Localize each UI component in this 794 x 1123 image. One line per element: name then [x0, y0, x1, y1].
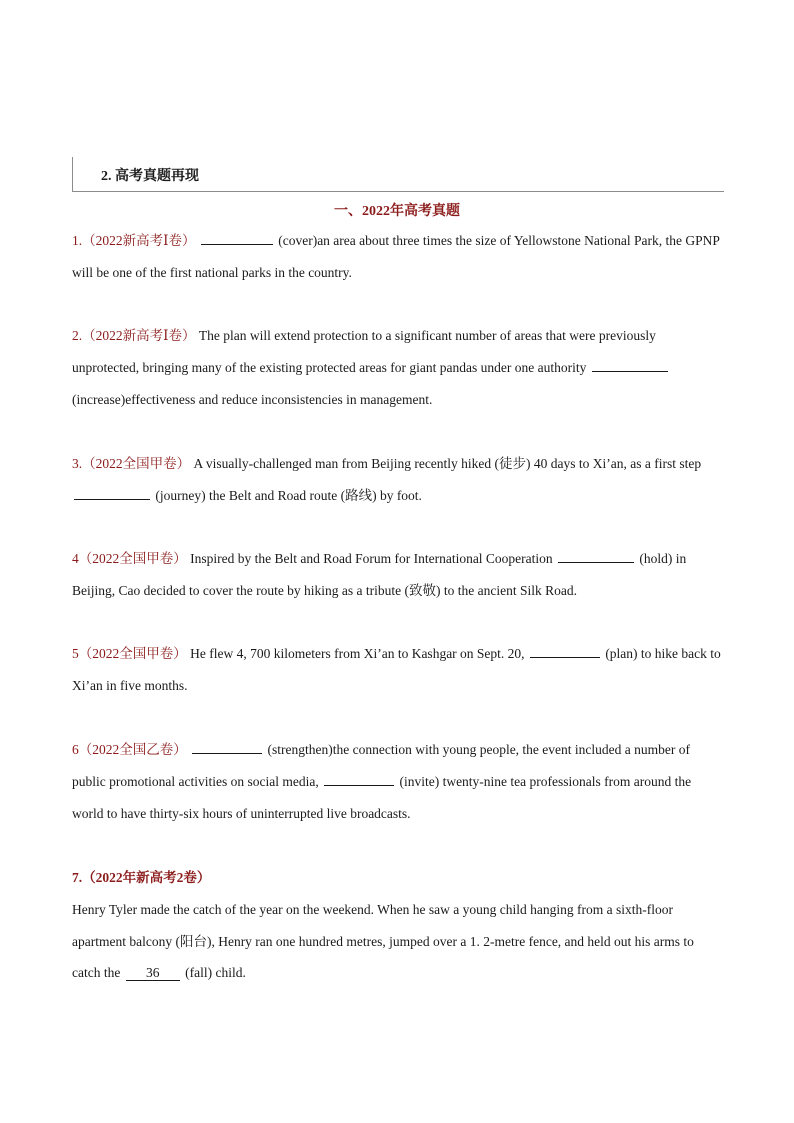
- question-source: 4（2022全国甲卷）: [72, 551, 187, 566]
- question-5: [72, 638, 724, 702]
- question-text: He flew 4, 700 kilometers from Xi’an to Kashgar on Sept. 20,: [190, 646, 525, 661]
- question-text: The plan will extend protection to a significant number of areas that were previously unprotected, bringing many of the existing protected areas for giant pandas under one authority: [72, 328, 656, 375]
- question-source: 1.（2022新高考Ⅰ卷）: [72, 233, 196, 248]
- question-source: 2.（2022新高考Ⅰ卷）: [72, 328, 196, 343]
- question-text: (cover)an area about three times the size of Yellowstone National Park, the GPNP will be one of the first national parks in the country.: [72, 233, 720, 280]
- answer-blank[interactable]: [192, 739, 262, 754]
- subheading: 一、2022年高考真题: [334, 204, 460, 219]
- section-title: 2. 高考真题再现: [101, 169, 199, 184]
- answer-blank[interactable]: [74, 485, 150, 500]
- question-source: 7.（2022年新高考2卷）: [72, 870, 211, 885]
- question-2: [72, 320, 724, 415]
- question-3: [72, 448, 724, 512]
- question-4: [72, 543, 724, 607]
- question-1: [72, 225, 724, 289]
- question-text: Henry Tyler made the catch of the year on the weekend. When he saw a young child hanging from a sixth-floor apartment balcony (阳台), Henry ran one hundred metres, jumped over a 1. 2-metre fence, and held out his arms to catch the: [72, 901, 694, 981]
- question-text: (strengthen)the connection with young people, the event included a number of public promotional activities on social media,: [72, 742, 690, 789]
- answer-blank[interactable]: [201, 230, 273, 245]
- question-text: (fall) child.: [185, 965, 246, 981]
- answer-blank-numbered[interactable]: 36: [126, 966, 180, 981]
- section-header-box: [72, 157, 724, 192]
- question-text: (plan) to hike back to Xi’an in five months.: [72, 646, 721, 693]
- question-text: A visually-challenged man from Beijing recently hiked (徒步) 40 days to Xi’an, as a first step: [193, 456, 702, 471]
- question-text: (increase)effectiveness and reduce inconsistencies in management.: [72, 391, 433, 407]
- answer-blank[interactable]: [530, 643, 600, 658]
- answer-blank[interactable]: [558, 548, 634, 563]
- question-text: (hold) in Beijing, Cao decided to cover the route by hiking as a tribute (致敬) to the ancient Silk Road.: [72, 551, 687, 598]
- question-7: [72, 862, 724, 989]
- question-text: (invite) twenty-nine tea professionals from around the world to have thirty-six hours of uninterrupted live broadcasts.: [72, 773, 692, 821]
- answer-blank[interactable]: [592, 357, 668, 372]
- question-source: 5（2022全国甲卷）: [72, 646, 187, 661]
- question-text: (journey) the Belt and Road route (路线) by foot.: [155, 487, 422, 503]
- question-source: 3.（2022全国甲卷）: [72, 456, 191, 471]
- question-source: 6（2022全国乙卷）: [72, 742, 187, 757]
- answer-blank[interactable]: [324, 771, 394, 786]
- question-6: [72, 734, 724, 829]
- question-text: Inspired by the Belt and Road Forum for International Cooperation: [190, 551, 553, 566]
